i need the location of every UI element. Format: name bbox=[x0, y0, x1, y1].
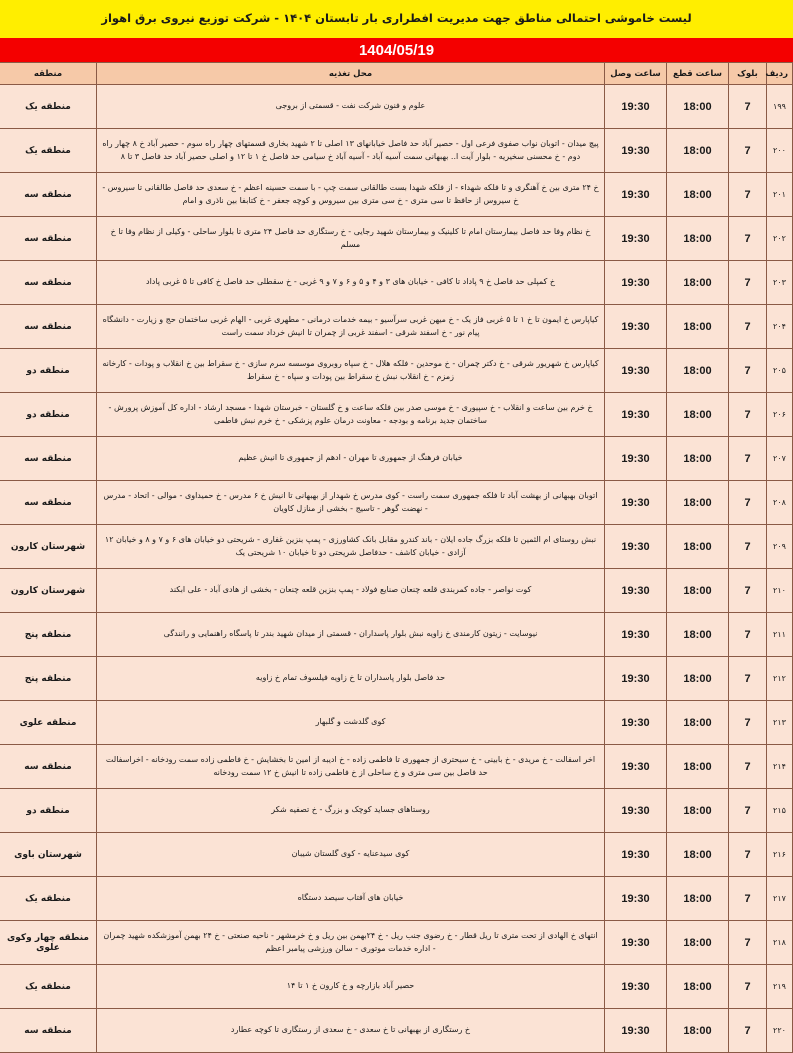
column-header-off-time: ساعت قطع bbox=[667, 63, 729, 85]
cell-on-time: 19:30 bbox=[605, 481, 667, 525]
cell-radif: ۲۱۱ bbox=[767, 613, 793, 657]
cell-on-time: 19:30 bbox=[605, 701, 667, 745]
cell-place: کوی سیدعنایه - کوی گلستان شیبان bbox=[97, 833, 605, 877]
cell-place: خ نظام وفا حد فاصل بیمارستان امام تا کلینیک و بیمارستان شهید رجایی - خ رستگاری حد فاصل ۲۴ متری تا بلوار ساحلی - وکیلی از نظام وفا تا خ مسلم bbox=[97, 217, 605, 261]
cell-region: منطقه سه bbox=[0, 261, 97, 305]
cell-radif: ۲۱۲ bbox=[767, 657, 793, 701]
cell-place: انتهای خ الهادی از تحت متری تا ریل قطار - خ رضوی جنب ریل - خ ۲۴بهمن بین ریل و خ خرمشهر - ناحیه صنعتی - خ ۲۴ بهمن آموزشکده شهید چمران - اداره خدمات موتوری - سالن ورزشی پیامبر اعظم bbox=[97, 921, 605, 965]
table-row bbox=[0, 965, 793, 1009]
cell-on-time: 19:30 bbox=[605, 965, 667, 1009]
cell-block: 7 bbox=[729, 525, 767, 569]
cell-place: نبش روستای ام الثمین تا فلکه بزرگ جاده ایلان - باند کندرو مقابل بانک کشاورزی - پمپ بنزین غفاری - شریحتی دو خیابان های ۶ و ۷ و ۸ و خیابان ۱۲ آزادی - خیابان کاشف - حدفاصل شریحتی دو تا خیابان ۱۰ شریحتی یک bbox=[97, 525, 605, 569]
cell-region: منطقه سه bbox=[0, 1009, 97, 1053]
cell-radif: ۲۱۳ bbox=[767, 701, 793, 745]
cell-region: منطقه یک bbox=[0, 85, 97, 129]
cell-place: حد فاصل بلوار پاسداران تا خ زاویه فیلسوف تمام خ زاویه bbox=[97, 657, 605, 701]
cell-region: منطقه چهار وکوی علوی bbox=[0, 921, 97, 965]
header-row bbox=[0, 63, 793, 85]
cell-radif: ۲۰۷ bbox=[767, 437, 793, 481]
cell-on-time: 19:30 bbox=[605, 921, 667, 965]
cell-radif: ۲۰۳ bbox=[767, 261, 793, 305]
cell-block: 7 bbox=[729, 701, 767, 745]
cell-radif: ۲۱۷ bbox=[767, 877, 793, 921]
cell-off-time: 18:00 bbox=[667, 569, 729, 613]
table-row bbox=[0, 217, 793, 261]
cell-on-time: 19:30 bbox=[605, 85, 667, 129]
cell-region: شهرستان کارون bbox=[0, 525, 97, 569]
cell-block: 7 bbox=[729, 217, 767, 261]
page-title: لیست خاموشی احتمالی مناطق جهت مدیریت افطراری بار تابستان ۱۴۰۴ - شرکت توزیع نیروی برق اهواز bbox=[101, 11, 692, 26]
schedule-date: 1404/05/19 bbox=[358, 41, 435, 59]
table-row bbox=[0, 1009, 793, 1053]
cell-off-time: 18:00 bbox=[667, 965, 729, 1009]
table-row bbox=[0, 305, 793, 349]
cell-radif: ۲۱۶ bbox=[767, 833, 793, 877]
cell-radif: ۲۰۴ bbox=[767, 305, 793, 349]
cell-radif: ۲۱۴ bbox=[767, 745, 793, 789]
cell-region: منطقه سه bbox=[0, 481, 97, 525]
table-header bbox=[0, 63, 793, 85]
cell-on-time: 19:30 bbox=[605, 305, 667, 349]
table-row bbox=[0, 437, 793, 481]
cell-radif: ۲۱۹ bbox=[767, 965, 793, 1009]
cell-block: 7 bbox=[729, 569, 767, 613]
cell-region: منطقه سه bbox=[0, 173, 97, 217]
cell-region: منطقه پنج bbox=[0, 613, 97, 657]
cell-block: 7 bbox=[729, 833, 767, 877]
cell-off-time: 18:00 bbox=[667, 701, 729, 745]
cell-place: اتوبان بهبهانی از بهشت آباد تا فلکه جمهوری سمت راست - کوی مدرس خ شهدار از بهبهانی تا انیش خ ۶ مدرس - خ حمیداوی - موالی - اتحاد - مدرس - نهضت گوهر - تاسیج - بخشی از منازل کاویان bbox=[97, 481, 605, 525]
cell-on-time: 19:30 bbox=[605, 173, 667, 217]
cell-off-time: 18:00 bbox=[667, 877, 729, 921]
cell-on-time: 19:30 bbox=[605, 217, 667, 261]
table-row bbox=[0, 569, 793, 613]
cell-on-time: 19:30 bbox=[605, 833, 667, 877]
cell-block: 7 bbox=[729, 745, 767, 789]
table-row bbox=[0, 877, 793, 921]
cell-block: 7 bbox=[729, 613, 767, 657]
cell-region: منطقه علوی bbox=[0, 701, 97, 745]
cell-region: منطقه دو bbox=[0, 349, 97, 393]
table-row bbox=[0, 789, 793, 833]
cell-region: منطقه سه bbox=[0, 305, 97, 349]
cell-region: منطقه دو bbox=[0, 393, 97, 437]
cell-region: شهرستان کارون bbox=[0, 569, 97, 613]
cell-place: کوت نواصر - جاده کمربندی قلعه چنعان صنایع فولاد - پمپ بنزین قلعه چنعان - بخشی از هادی آباد - علی ابکند bbox=[97, 569, 605, 613]
cell-block: 7 bbox=[729, 305, 767, 349]
cell-block: 7 bbox=[729, 261, 767, 305]
column-header-on-time: ساعت وصل bbox=[605, 63, 667, 85]
cell-off-time: 18:00 bbox=[667, 217, 729, 261]
cell-radif: ۲۰۱ bbox=[767, 173, 793, 217]
cell-on-time: 19:30 bbox=[605, 349, 667, 393]
title-banner bbox=[0, 0, 793, 38]
cell-on-time: 19:30 bbox=[605, 525, 667, 569]
cell-place: خ ۲۴ متری بین خ آهنگری و تا فلکه شهداء - از فلکه شهدا بست طالقانی سمت چپ - با سمت حسینه اعظم - خ سعدی حد فاصل طالقانی تا سیروس - خ سیروس از حافظ تا سی متری - خ سی متری بین سیروس و کوچه جعفر - خ کتابفا بین ناذری و امام bbox=[97, 173, 605, 217]
cell-place: اخر اسفالت - خ مریدی - خ بابینی - خ سیحتری از جمهوری تا فاطمی زاده - خ ادیبه از امین تا بخشایش - خ فاطمی زاده سمت رودخانه - اخراسفالت حد فاصل بین سی متری و خ ساحلی از خ فاطمی زاده تا انیش خ ۱۲ سمت رودخانه bbox=[97, 745, 605, 789]
table-row bbox=[0, 349, 793, 393]
cell-region: منطقه یک bbox=[0, 129, 97, 173]
cell-region: منطقه سه bbox=[0, 437, 97, 481]
date-banner bbox=[0, 38, 793, 62]
cell-off-time: 18:00 bbox=[667, 85, 729, 129]
cell-place: حصیر آباد بازارچه و خ کارون خ ۱ تا ۱۴ bbox=[97, 965, 605, 1009]
cell-on-time: 19:30 bbox=[605, 437, 667, 481]
cell-off-time: 18:00 bbox=[667, 833, 729, 877]
cell-radif: ۲۰۵ bbox=[767, 349, 793, 393]
cell-block: 7 bbox=[729, 85, 767, 129]
cell-place: خیابان های آفتاب سیصد دستگاه bbox=[97, 877, 605, 921]
cell-block: 7 bbox=[729, 657, 767, 701]
table-body bbox=[0, 85, 793, 1053]
cell-place: روستاهای جساید کوچک و بزرگ - خ تصفیه شکر bbox=[97, 789, 605, 833]
cell-on-time: 19:30 bbox=[605, 393, 667, 437]
table-row bbox=[0, 921, 793, 965]
cell-on-time: 19:30 bbox=[605, 877, 667, 921]
cell-place: کوی گلدشت و گلبهار bbox=[97, 701, 605, 745]
cell-off-time: 18:00 bbox=[667, 657, 729, 701]
cell-region: منطقه دو bbox=[0, 789, 97, 833]
cell-place: کیاپارس خ شهریور شرقی - خ دکتر چمران - خ موحدین - فلکه هلال - خ سپاه روبروی موسسه سرم سازی - خ سقراط بین خ انقلاب و پودات - کارخانه زمزم - خ انقلاب نبش خ سقراط بین پودات و سپاه - خ سقراط bbox=[97, 349, 605, 393]
cell-off-time: 18:00 bbox=[667, 173, 729, 217]
cell-off-time: 18:00 bbox=[667, 921, 729, 965]
table-row bbox=[0, 261, 793, 305]
cell-on-time: 19:30 bbox=[605, 789, 667, 833]
cell-block: 7 bbox=[729, 965, 767, 1009]
table-row bbox=[0, 613, 793, 657]
cell-block: 7 bbox=[729, 129, 767, 173]
cell-region: شهرستان باوی bbox=[0, 833, 97, 877]
cell-place: خیابان فرهنگ از جمهوری تا مهران - ادهم از جمهوری تا انیش عظیم bbox=[97, 437, 605, 481]
cell-radif: ۱۹۹ bbox=[767, 85, 793, 129]
cell-off-time: 18:00 bbox=[667, 789, 729, 833]
cell-region: منطقه پنج bbox=[0, 657, 97, 701]
cell-block: 7 bbox=[729, 437, 767, 481]
column-header-block: بلوک bbox=[729, 63, 767, 85]
table-row bbox=[0, 525, 793, 569]
cell-on-time: 19:30 bbox=[605, 1009, 667, 1053]
cell-radif: ۲۰۶ bbox=[767, 393, 793, 437]
table-row bbox=[0, 701, 793, 745]
cell-radif: ۲۰۸ bbox=[767, 481, 793, 525]
table-row bbox=[0, 173, 793, 217]
cell-off-time: 18:00 bbox=[667, 393, 729, 437]
cell-region: منطقه یک bbox=[0, 877, 97, 921]
cell-block: 7 bbox=[729, 349, 767, 393]
cell-radif: ۲۰۹ bbox=[767, 525, 793, 569]
cell-radif: ۲۱۵ bbox=[767, 789, 793, 833]
cell-off-time: 18:00 bbox=[667, 1009, 729, 1053]
cell-block: 7 bbox=[729, 789, 767, 833]
cell-block: 7 bbox=[729, 173, 767, 217]
cell-region: منطقه سه bbox=[0, 745, 97, 789]
cell-block: 7 bbox=[729, 921, 767, 965]
cell-block: 7 bbox=[729, 393, 767, 437]
cell-place: خ خرم بین ساعت و انقلاب - خ سپیوری - خ موسی صدر بین فلکه ساعت و خ گلستان - خبرستان شهدا - مسجد ارشاد - اداره کل آموزش پرورش - ساختمان جدید برنامه و بودجه - معاونت درمان علوم پزشکی - خ خرم نبش فاطمی bbox=[97, 393, 605, 437]
cell-place: خ کمپلی حد فاصل خ ۹ پاداد تا کافی - خیابان های ۳ و ۴ و ۵ و ۶ و ۷ و ۹ غربی - خ سقطلی حد فاصل خ کافی تا ۵ غربی پاداد bbox=[97, 261, 605, 305]
cell-on-time: 19:30 bbox=[605, 613, 667, 657]
table-row bbox=[0, 833, 793, 877]
table-row bbox=[0, 129, 793, 173]
cell-on-time: 19:30 bbox=[605, 745, 667, 789]
cell-off-time: 18:00 bbox=[667, 305, 729, 349]
cell-on-time: 19:30 bbox=[605, 261, 667, 305]
cell-place: پیچ میدان - اتوبان نواب صفوی فرعی اول - حصیر آباد حد فاصل خیابانهای ۱۳ اصلی تا ۲ شهید بخاری قسمتهای چهار راه سوم - حصیر آباد خ ۸ چهار راه دوم - خ محسنی سخیریه - بلوار آیت ا.. بهبهانی سمت آسیه آباد - آسیه آباد خ سیامی حد فاصل خ ۱ تا ۱۲ و اصلی حصیر آباد حد فاصل ۳ تا ۸ bbox=[97, 129, 605, 173]
cell-off-time: 18:00 bbox=[667, 481, 729, 525]
cell-off-time: 18:00 bbox=[667, 349, 729, 393]
cell-on-time: 19:30 bbox=[605, 129, 667, 173]
outage-table bbox=[0, 62, 793, 1053]
table-row bbox=[0, 657, 793, 701]
table-row bbox=[0, 85, 793, 129]
column-header-place: محل تغذیه bbox=[97, 63, 605, 85]
cell-place: خ رستگاری از بهبهانی تا خ سعدی - خ سعدی از رستگاری تا کوچه عطارد bbox=[97, 1009, 605, 1053]
cell-radif: ۲۲۰ bbox=[767, 1009, 793, 1053]
cell-off-time: 18:00 bbox=[667, 129, 729, 173]
cell-block: 7 bbox=[729, 481, 767, 525]
cell-off-time: 18:00 bbox=[667, 525, 729, 569]
cell-block: 7 bbox=[729, 1009, 767, 1053]
cell-off-time: 18:00 bbox=[667, 745, 729, 789]
cell-region: منطقه یک bbox=[0, 965, 97, 1009]
cell-place: نیوسایت - زیتون کارمندی خ زاویه نبش بلوار پاسداران - قسمتی از میدان شهید بندر تا پاسگاه راهنمایی و رانندگی bbox=[97, 613, 605, 657]
cell-radif: ۲۱۸ bbox=[767, 921, 793, 965]
cell-block: 7 bbox=[729, 877, 767, 921]
cell-radif: ۲۰۰ bbox=[767, 129, 793, 173]
cell-radif: ۲۱۰ bbox=[767, 569, 793, 613]
cell-radif: ۲۰۲ bbox=[767, 217, 793, 261]
cell-region: منطقه سه bbox=[0, 217, 97, 261]
column-header-region: منطقه bbox=[0, 63, 97, 85]
column-header-radif: ردیف bbox=[767, 63, 793, 85]
cell-on-time: 19:30 bbox=[605, 569, 667, 613]
cell-off-time: 18:00 bbox=[667, 613, 729, 657]
cell-off-time: 18:00 bbox=[667, 261, 729, 305]
table-row bbox=[0, 393, 793, 437]
cell-on-time: 19:30 bbox=[605, 657, 667, 701]
cell-off-time: 18:00 bbox=[667, 437, 729, 481]
table-row bbox=[0, 481, 793, 525]
table-row bbox=[0, 745, 793, 789]
cell-place: علوم و فنون شرکت نفت - قسمتی از بروجی bbox=[97, 85, 605, 129]
cell-place: کیاپارس خ ایمون تا خ ۱ تا ۵ غربی فاز یک - خ میهن غربی سرآسیو - بیمه خدمات درمانی - مطهری غربی - الهام غربی ساختمان حج و زیارت - دانشگاه پیام نور - خ اسفند شرقی - اسفند غربی از چمران تا انیش خرداد سمت راست bbox=[97, 305, 605, 349]
